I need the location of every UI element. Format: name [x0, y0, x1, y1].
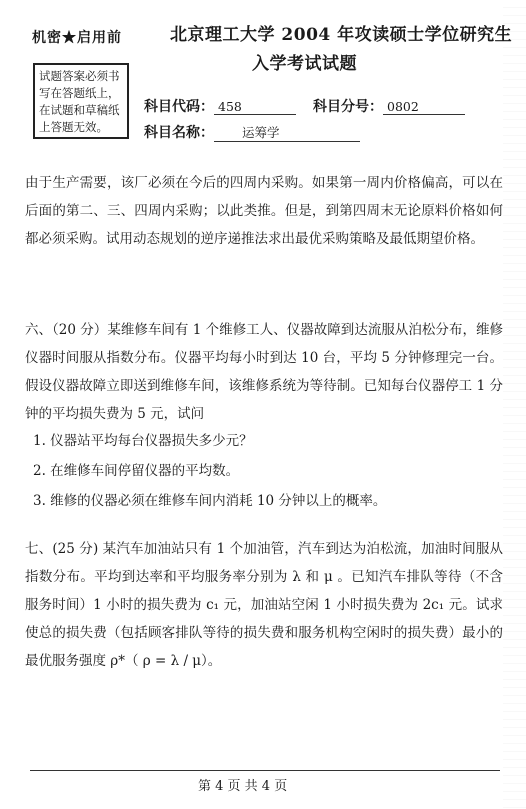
subject-number-row [313, 96, 465, 116]
answer-notice-box: 试题答案必须书 写在答题纸上， 在试题和草稿纸 上答题无效。 [33, 63, 129, 139]
continuation-paragraph: 由于生产需要，该厂必须在今后的四周内采购。如果第一周内价格偏高，可以在后面的第二、三、四周内采购；以此类推。但是，到第四周末无论原料价格如何都必须采购。试用动态规划的逆序递推法求出最优采购策略及最低期望价格。 [25, 175, 503, 247]
subject-code-label: 科目代码： [144, 99, 214, 115]
subject-code-value: 458 [214, 99, 296, 115]
page-number: 第 4 页 共 4 页 [198, 779, 288, 794]
subject-name-value: 运筹学 [214, 123, 360, 142]
question-6-item-2: 2. 在维修车间停留仪器的平均数。 [33, 463, 240, 479]
subject-name-label: 科目名称： [144, 125, 214, 141]
footer-divider [30, 770, 500, 771]
question-6-item-3: 3. 维修的仪器必须在维修车间内消耗 10 分钟以上的概率。 [33, 493, 387, 509]
subject-code-row [144, 96, 296, 116]
secret-mark: 机密★启用前 [32, 30, 122, 46]
subject-number-value: 0802 [383, 99, 465, 115]
question-6-item-1: 1. 仪器站平均每台仪器损失多少元？ [33, 433, 253, 449]
question-7-text: 七、(25 分) 某汽车加油站只有 1 个加油管，汽车到达为泊松流，加油时间服从指数分布。平均到达率和平均服务率分别为 λ 和 μ 。已知汽车排队等待（不含服务时间）1 小时的损失费为 c₁ 元，加油站空闲 1 小时损失费为 2c₁ 元。试求使总的损失费（包括顾客排队等待的损失费和服务机构空闲时的损失费）最小的最优服务强度 ρ*（ ρ = λ / μ）。 [25, 541, 503, 669]
exam-title: 北京理工大学 2004 年攻读硕士学位研究生 [170, 25, 513, 45]
exam-subtitle: 入学考试试题 [252, 54, 357, 74]
question-6-text: 六、（20 分）某维修车间有 1 个维修工人、仪器故障到达流服从泊松分布，维修仪器时间服从指数分布。仪器平均每小时到达 10 台，平均 5 分钟修理完一台。假设仪器故障立即送到维修车间，该维修系统为等待制。已知每台仪器停工 1 分钟的平均损失费为 5 元，试问 [25, 322, 503, 422]
subject-name-row [144, 122, 360, 142]
subject-number-label: 科目分号： [313, 99, 383, 115]
scan-edge-stripe [503, 0, 526, 809]
